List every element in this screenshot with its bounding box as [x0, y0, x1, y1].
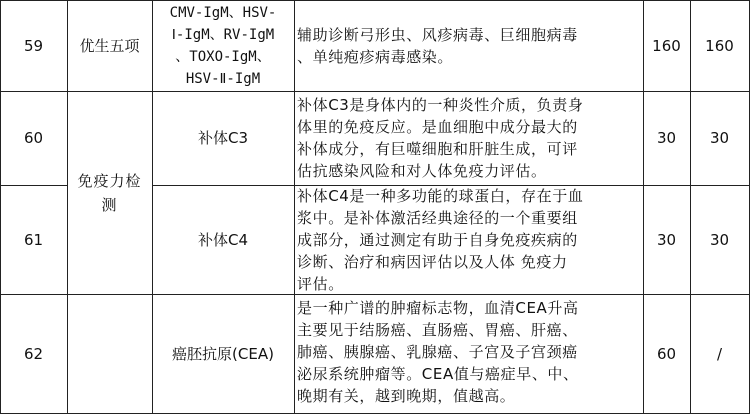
description-cell: [295, 94, 643, 182]
description-line: 晚期有关，越到晚期，值越高。: [297, 387, 516, 405]
description-line: 成部分，通过测定有助于自身免疫疾病的: [297, 231, 578, 249]
description-line: 辅助诊断弓形虫、风疹病毒、巨细胞病毒: [297, 26, 578, 44]
category-cell-merged: [67, 91, 152, 294]
description-line: 肺癌、胰腺癌、乳腺癌、子宫及子宫颈癌: [297, 343, 578, 361]
description-line: 体里的免疫反应。是血细胞中成分最大的: [297, 118, 578, 136]
price-b: 160: [705, 36, 734, 55]
item-line: 、TOXO-IgM、: [175, 49, 271, 65]
price-a: 30: [656, 230, 677, 249]
description-line: 诊断、治疗和病因评估以及人体 免疫力: [297, 253, 568, 271]
description-line: 估抗感染风险和对人体免疫力评估。: [297, 162, 547, 180]
price-a: 60: [656, 344, 677, 363]
description-line: 泌尿系统肿瘤等。CEA值与癌症早、中、: [297, 365, 579, 383]
category-label: 免疫力检测: [77, 171, 142, 214]
row-index: 61: [23, 230, 44, 249]
price-a: 160: [652, 36, 681, 55]
item-line: HSV-Ⅱ-IgM: [185, 71, 261, 87]
description-cell: [295, 185, 643, 295]
description-cell: [295, 24, 643, 68]
test-item: 补体C3: [197, 129, 249, 147]
row-index: 62: [23, 344, 44, 363]
item-line: CMV-IgM、HSV-: [169, 5, 277, 21]
price-a: 30: [656, 129, 677, 147]
category-cell: [67, 294, 152, 413]
description-line: 浆中。是补体激活经典途径的一个重要组: [297, 209, 578, 227]
description-line: 补体C4是一种多功能的球蛋白，存在于血: [297, 187, 584, 205]
price-b: /: [716, 344, 723, 363]
price-b: 30: [709, 230, 730, 249]
description-line: 、单纯疱疹病毒感染。: [297, 48, 454, 66]
row-index: 60: [23, 129, 44, 147]
description-line: 补体成分，有巨噬细胞和肝脏生成，可评: [297, 140, 578, 158]
description-line: 是一种广谱的肿瘤标志物，血清CEA升高: [297, 299, 579, 317]
test-item: 补体C4: [197, 230, 249, 249]
description-cell: [295, 297, 643, 407]
description-line: 主要见于结肠癌、直肠癌、胃癌、肝癌、: [297, 321, 578, 339]
row-index: 59: [23, 36, 44, 55]
price-b: 30: [709, 129, 730, 147]
test-item: 癌胚抗原(CEA): [172, 344, 274, 363]
item-line: Ⅰ-IgM、RV-IgM: [171, 27, 275, 43]
description-line: 评估。: [297, 275, 344, 293]
description-line: 补体C3是身体内的一种炎性介质，负责身: [297, 96, 584, 114]
test-item-codes: [152, 2, 294, 90]
category-cell: 优生五项: [79, 36, 140, 55]
